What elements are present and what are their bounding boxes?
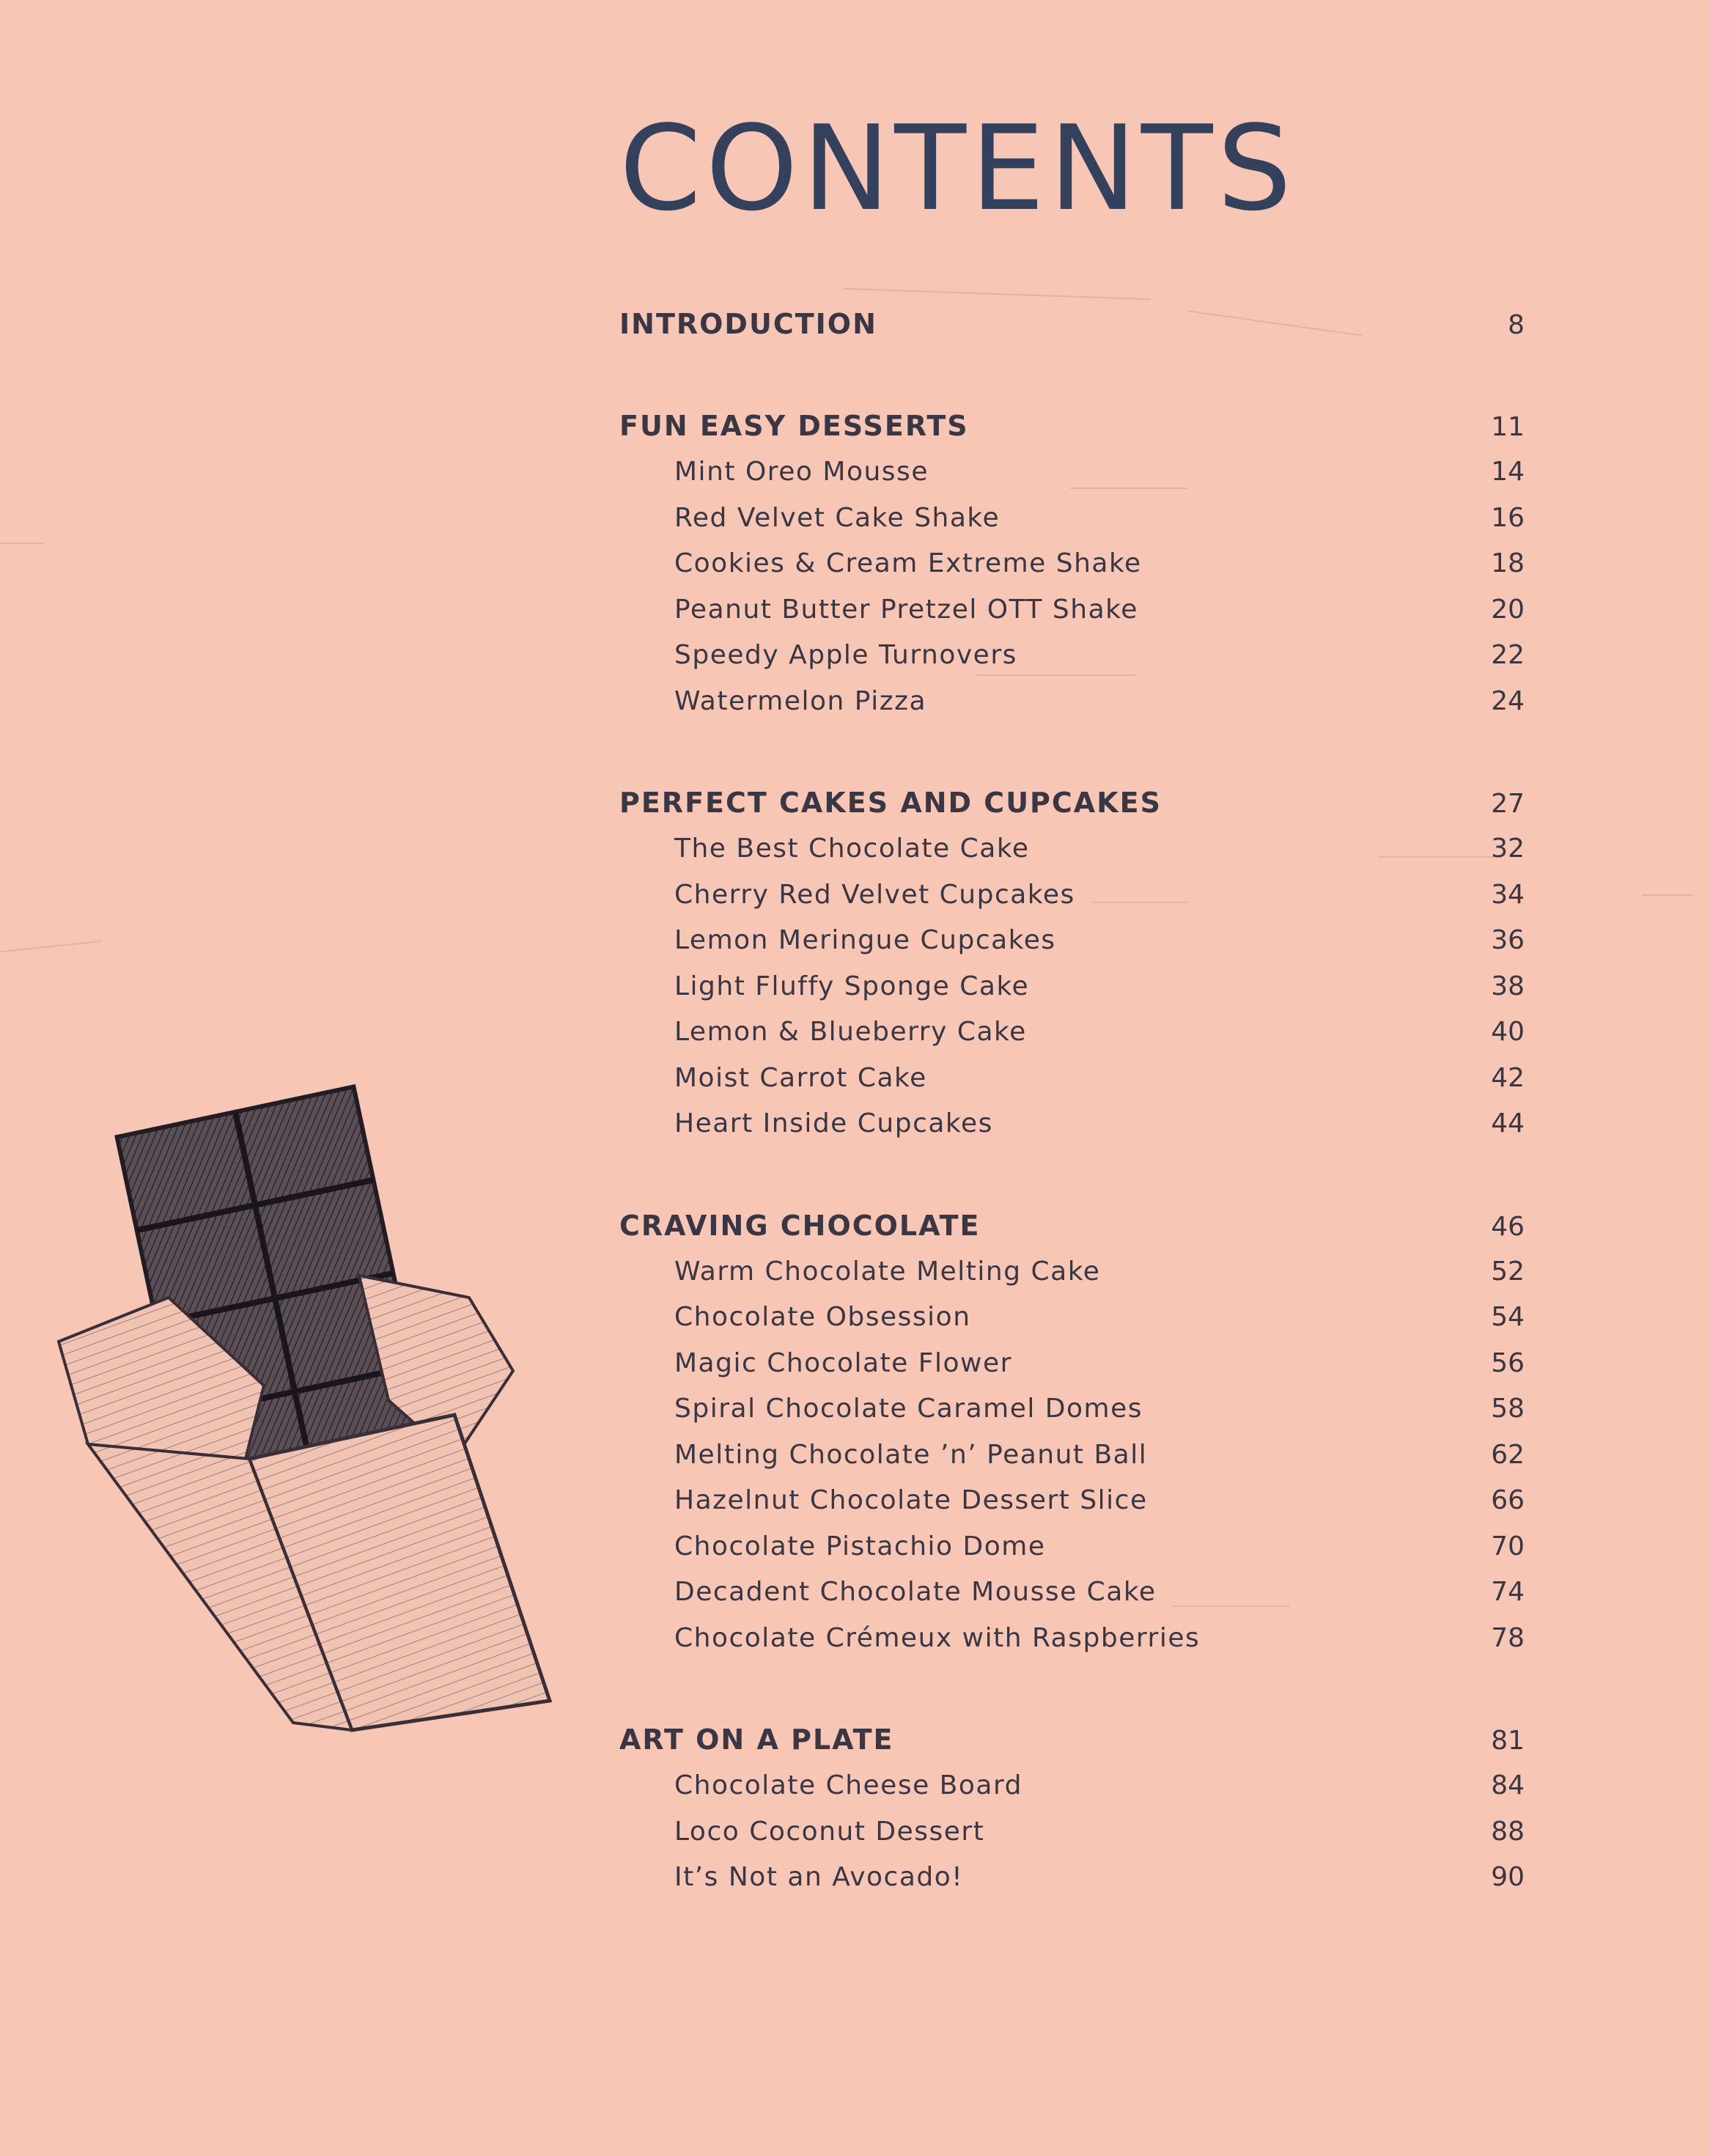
section-title: ART ON A PLATE <box>619 1723 894 1756</box>
toc-section <box>619 410 1525 732</box>
page-number: 88 <box>1491 1816 1525 1847</box>
toc-entry[interactable] <box>619 1623 1525 1669</box>
entry-label: Lemon & Blueberry Cake <box>674 1017 1027 1047</box>
entry-label: Lemon Meringue Cupcakes <box>674 925 1056 955</box>
toc-entry[interactable] <box>619 1394 1525 1440</box>
section-heading[interactable] <box>619 1723 1525 1770</box>
page-number: 40 <box>1491 1017 1525 1047</box>
toc-entry[interactable] <box>619 1862 1525 1908</box>
page-number: 84 <box>1491 1770 1525 1800</box>
page-number: 8 <box>1508 310 1525 340</box>
toc-section <box>619 1723 1525 1908</box>
toc-section <box>619 308 1525 355</box>
toc-section <box>619 1210 1525 1669</box>
page-number: 52 <box>1491 1256 1525 1287</box>
page-number: 42 <box>1491 1062 1525 1093</box>
section-title: CRAVING CHOCOLATE <box>619 1209 981 1242</box>
page-number: 38 <box>1491 971 1525 1001</box>
toc-entry[interactable] <box>619 834 1525 880</box>
entry-label: The Best Chocolate Cake <box>674 834 1030 864</box>
entry-label: Warm Chocolate Melting Cake <box>674 1256 1101 1287</box>
section-heading[interactable] <box>619 1210 1525 1257</box>
entry-label: It’s Not an Avocado! <box>674 1862 964 1892</box>
toc-entry[interactable] <box>619 1302 1525 1348</box>
toc-entry[interactable] <box>619 686 1525 732</box>
toc-section <box>619 787 1525 1155</box>
entry-label: Red Velvet Cake Shake <box>674 502 1000 533</box>
toc-entry[interactable] <box>619 1577 1525 1623</box>
entry-label: Light Fluffy Sponge Cake <box>674 971 1030 1001</box>
page-number: 34 <box>1491 879 1525 910</box>
toc-entry[interactable] <box>619 1017 1525 1063</box>
toc-entry[interactable] <box>619 457 1525 503</box>
page-number: 44 <box>1491 1108 1525 1138</box>
entry-label: Peanut Butter Pretzel OTT Shake <box>674 594 1138 625</box>
toc-entry[interactable] <box>619 1108 1525 1155</box>
entry-label: Cherry Red Velvet Cupcakes <box>674 879 1075 910</box>
entry-label: Loco Coconut Dessert <box>674 1816 985 1847</box>
toc-entry[interactable] <box>619 1348 1525 1394</box>
page-number: 74 <box>1491 1577 1525 1607</box>
section-title: FUN EASY DESSERTS <box>619 410 969 442</box>
entry-label: Spiral Chocolate Caramel Domes <box>674 1394 1143 1424</box>
page-number: 70 <box>1491 1531 1525 1561</box>
entry-label: Cookies & Cream Extreme Shake <box>674 548 1142 578</box>
toc-entry[interactable] <box>619 925 1525 971</box>
page-number: 18 <box>1491 548 1525 578</box>
page-number: 16 <box>1491 502 1525 533</box>
page-number: 22 <box>1491 640 1525 670</box>
section-heading[interactable] <box>619 787 1525 834</box>
toc-entry[interactable] <box>619 880 1525 926</box>
page-title: CONTENTS <box>619 100 1297 237</box>
toc-entry[interactable] <box>619 595 1525 641</box>
chocolate-bar-illustration <box>44 1078 557 1737</box>
page-number: 32 <box>1491 834 1525 864</box>
page-number: 54 <box>1491 1302 1525 1332</box>
page-number: 20 <box>1491 594 1525 625</box>
entry-label: Decadent Chocolate Mousse Cake <box>674 1577 1157 1607</box>
toc-entry[interactable] <box>619 1770 1525 1817</box>
page-number: 81 <box>1491 1726 1525 1756</box>
toc-entry[interactable] <box>619 640 1525 686</box>
entry-label: Magic Chocolate Flower <box>674 1347 1012 1378</box>
page-number: 78 <box>1491 1622 1525 1653</box>
table-of-contents <box>619 308 1525 1963</box>
toc-entry[interactable] <box>619 1817 1525 1863</box>
page-number: 90 <box>1491 1862 1525 1892</box>
entry-label: Moist Carrot Cake <box>674 1062 927 1093</box>
toc-entry[interactable] <box>619 1485 1525 1531</box>
toc-entry[interactable] <box>619 1440 1525 1486</box>
page-number: 66 <box>1491 1485 1525 1515</box>
entry-label: Heart Inside Cupcakes <box>674 1108 993 1138</box>
section-heading[interactable] <box>619 308 1525 355</box>
toc-entry[interactable] <box>619 503 1525 549</box>
entry-label: Chocolate Crémeux with Raspberries <box>674 1622 1201 1653</box>
page-number: 36 <box>1491 925 1525 955</box>
page-number: 58 <box>1491 1394 1525 1424</box>
toc-entry[interactable] <box>619 1063 1525 1109</box>
section-title: PERFECT CAKES AND CUPCAKES <box>619 787 1162 819</box>
entry-label: Hazelnut Chocolate Dessert Slice <box>674 1485 1148 1515</box>
page-number: 27 <box>1491 789 1525 819</box>
toc-entry[interactable] <box>619 971 1525 1018</box>
toc-entry[interactable] <box>619 548 1525 595</box>
page-number: 46 <box>1491 1211 1525 1242</box>
section-heading[interactable] <box>619 410 1525 457</box>
page-number: 56 <box>1491 1347 1525 1378</box>
entry-label: Mint Oreo Mousse <box>674 457 929 487</box>
entry-label: Watermelon Pizza <box>674 685 927 716</box>
entry-label: Speedy Apple Turnovers <box>674 640 1017 670</box>
entry-label: Melting Chocolate ’n’ Peanut Ball <box>674 1439 1148 1470</box>
entry-label: Chocolate Pistachio Dome <box>674 1531 1046 1561</box>
entry-label: Chocolate Obsession <box>674 1302 971 1332</box>
page-number: 24 <box>1491 685 1525 716</box>
page-number: 11 <box>1491 412 1525 442</box>
entry-label: Chocolate Cheese Board <box>674 1770 1022 1800</box>
page-number: 14 <box>1491 457 1525 487</box>
section-title: INTRODUCTION <box>619 308 877 340</box>
toc-entry[interactable] <box>619 1257 1525 1303</box>
toc-entry[interactable] <box>619 1531 1525 1578</box>
page-number: 62 <box>1491 1439 1525 1470</box>
